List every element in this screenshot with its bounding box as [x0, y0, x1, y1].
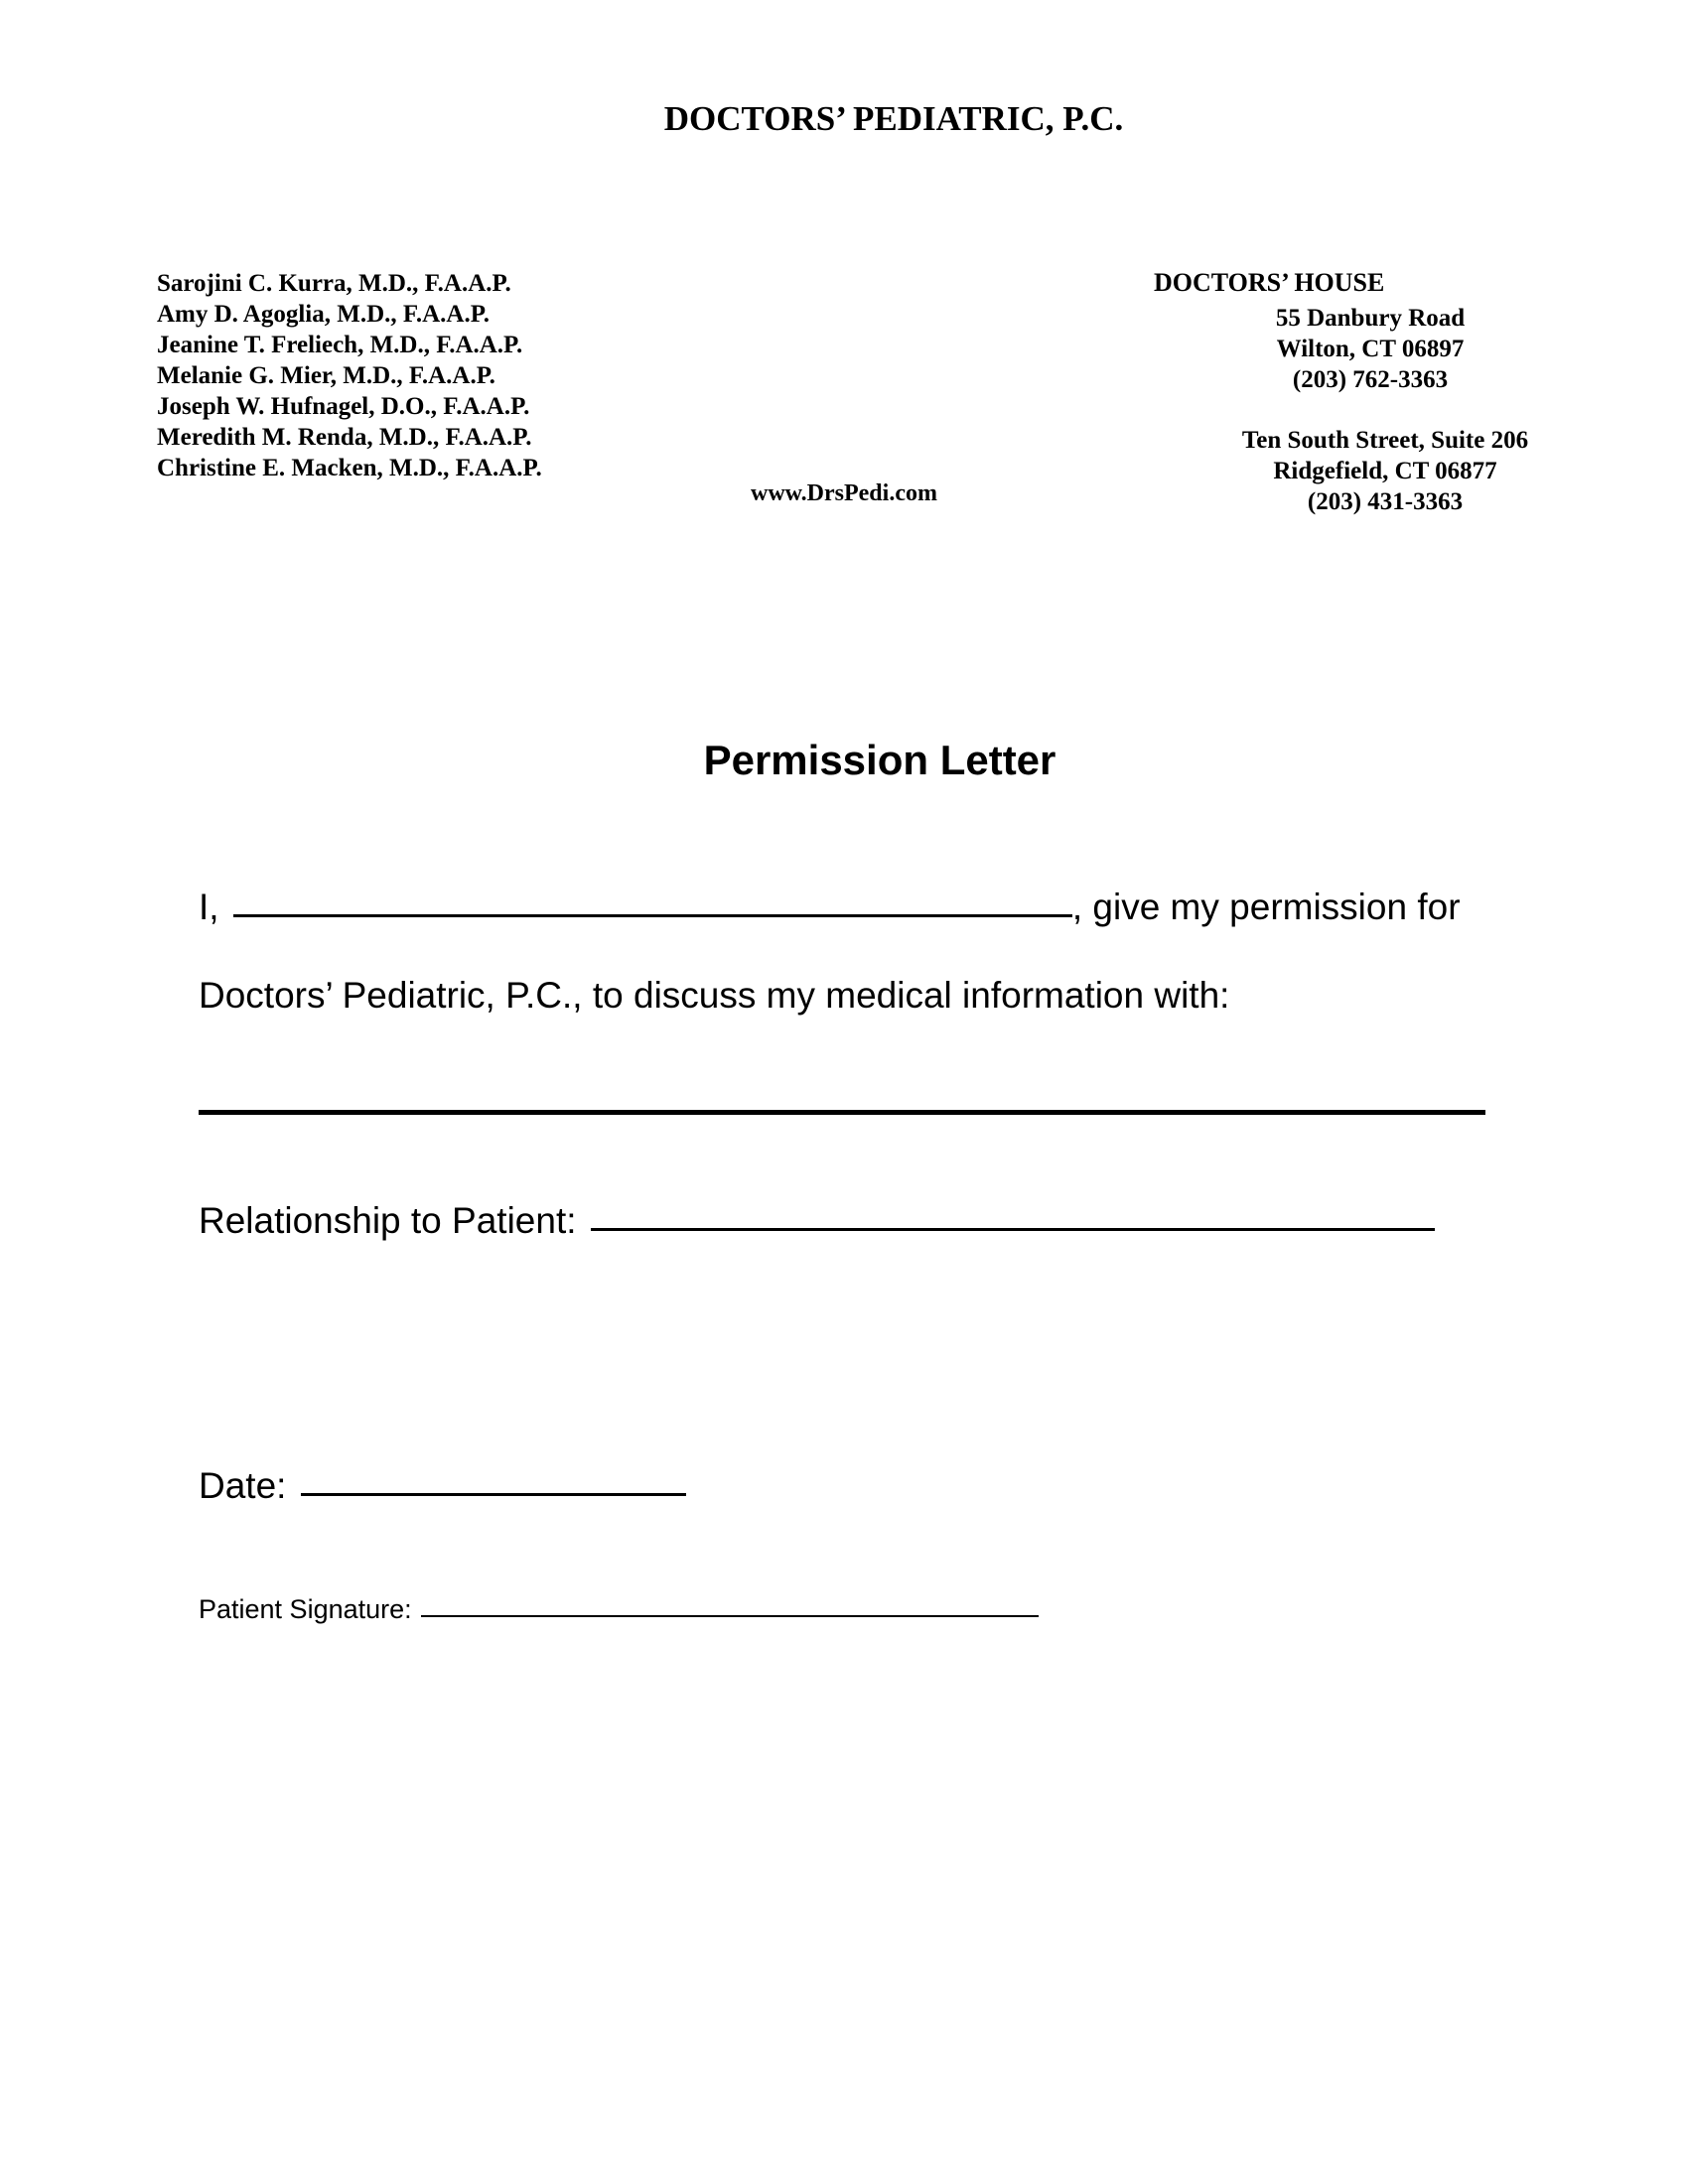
- doctor-name: Joseph W. Hufnagel, D.O., F.A.A.P.: [157, 393, 530, 420]
- office-heading: DOCTORS’ HOUSE: [1154, 268, 1385, 297]
- patient-signature-field[interactable]: [421, 1615, 1039, 1617]
- patient-name-field[interactable]: [233, 914, 1072, 917]
- doctor-name: Melanie G. Mier, M.D., F.A.A.P.: [157, 362, 495, 389]
- ridgefield-office-address: [1221, 425, 1549, 517]
- relationship-field[interactable]: [591, 1228, 1435, 1231]
- website-link[interactable]: www.DrsPedi.com: [751, 480, 937, 506]
- signature-label: Patient Signature:: [199, 1594, 412, 1624]
- relationship-label: Relationship to Patient:: [199, 1200, 577, 1241]
- office-phone: (203) 431-3363: [1307, 488, 1464, 515]
- doctor-name: Amy D. Agoglia, M.D., F.A.A.P.: [157, 301, 490, 328]
- office-city: Ridgefield, CT 06877: [1273, 458, 1497, 484]
- permission-prefix: I,: [199, 887, 219, 927]
- date-field[interactable]: [301, 1493, 686, 1496]
- signature-line: [199, 1594, 1039, 1625]
- wilton-office-address: [1221, 303, 1519, 395]
- doctors-list: [157, 268, 542, 483]
- doctor-name: Jeanine T. Freliech, M.D., F.A.A.P.: [157, 332, 523, 358]
- discuss-line: Doctors’ Pediatric, P.C., to discuss my medical information with:: [199, 975, 1230, 1016]
- doctor-name: Sarojini C. Kurra, M.D., F.A.A.P.: [157, 270, 511, 297]
- doctor-name: Meredith M. Renda, M.D., F.A.A.P.: [157, 424, 532, 451]
- office-street: Ten South Street, Suite 206: [1241, 427, 1529, 454]
- practice-name: DOCTORS’ PEDIATRIC, P.C.: [663, 99, 1124, 138]
- office-city: Wilton, CT 06897: [1276, 336, 1465, 362]
- recipient-field[interactable]: [199, 1110, 1485, 1115]
- office-phone: (203) 762-3363: [1292, 366, 1449, 393]
- date-label: Date:: [199, 1465, 287, 1506]
- permission-line: [199, 887, 1461, 928]
- date-line: [199, 1465, 686, 1507]
- relationship-line: [199, 1200, 1435, 1242]
- office-street: 55 Danbury Road: [1275, 305, 1466, 332]
- doctor-name: Christine E. Macken, M.D., F.A.A.P.: [157, 455, 542, 481]
- letter-title: Permission Letter: [703, 737, 1056, 783]
- permission-suffix: , give my permission for: [1071, 887, 1461, 927]
